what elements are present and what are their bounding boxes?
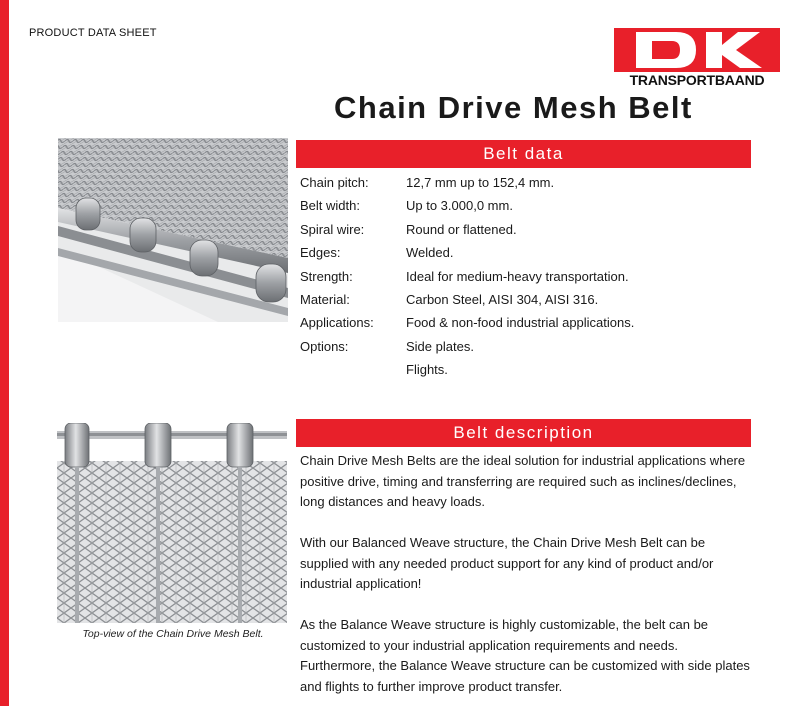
belt-data-table xyxy=(300,171,760,382)
spec-row xyxy=(300,288,760,311)
belt-description-body xyxy=(300,451,752,718)
left-accent-bar xyxy=(0,0,9,706)
spec-value: 12,7 mm up to 152,4 mm. xyxy=(406,175,555,190)
document-type-label: PRODUCT DATA SHEET xyxy=(29,27,157,39)
spec-row xyxy=(300,265,760,288)
belt-perspective-image xyxy=(58,138,288,322)
belt-top-view-image xyxy=(57,423,287,623)
dk-logo xyxy=(614,28,780,90)
spec-value: Flights. xyxy=(406,362,448,378)
spec-value: Welded. xyxy=(406,245,454,261)
spec-row xyxy=(300,241,760,264)
spec-value: Carbon Steel, AISI 304, AISI 316. xyxy=(406,291,599,307)
image-caption: Top-view of the Chain Drive Mesh Belt. xyxy=(82,628,264,640)
logo-subtitle: TRANSPORTBAAND xyxy=(629,72,765,88)
belt-data-heading: Belt data xyxy=(296,140,751,168)
spec-row xyxy=(300,335,760,358)
spec-value: Food & non-food industrial applications. xyxy=(406,315,635,331)
description-paragraph: With our Balanced Weave structure, the Chain Drive Mesh Belt can be supplied with any needed product support for any kind of product and/or industrial application! xyxy=(300,535,714,591)
dk-logo-mark xyxy=(614,28,780,72)
spec-label: Material: xyxy=(300,291,350,307)
page-title: Chain Drive Mesh Belt xyxy=(334,90,693,125)
spec-value: Round or flattened. xyxy=(406,221,517,237)
spec-label: Belt width: xyxy=(300,198,360,214)
spec-row xyxy=(300,311,760,334)
spec-row xyxy=(300,218,760,241)
belt-description-heading: Belt description xyxy=(296,419,751,447)
spec-row xyxy=(300,358,760,381)
spec-label: Spiral wire: xyxy=(300,221,365,237)
description-paragraph: As the Balance Weave structure is highly customizable, the belt can be customized to your industrial application requirements and needs. Furthermore, the Balance Weave structure can be customized with side plates and flights to further improve product transfer. xyxy=(300,617,750,694)
spec-value: Ideal for medium-heavy transportation. xyxy=(406,268,629,284)
spec-label: Options: xyxy=(300,338,349,354)
spec-label: Chain pitch: xyxy=(300,175,369,190)
description-paragraph: Chain Drive Mesh Belts are the ideal solution for industrial applications where positive drive, timing and transferring are required such as inclines/declines, long distances and heavy loads. xyxy=(300,453,746,509)
spec-label: Edges: xyxy=(300,245,341,261)
spec-label: Applications: xyxy=(300,315,374,331)
spec-label: Strength: xyxy=(300,268,353,284)
spec-value: Side plates. xyxy=(406,338,474,354)
spec-row xyxy=(300,171,760,194)
spec-row xyxy=(300,194,760,217)
spec-value: Up to 3.000,0 mm. xyxy=(406,198,513,214)
